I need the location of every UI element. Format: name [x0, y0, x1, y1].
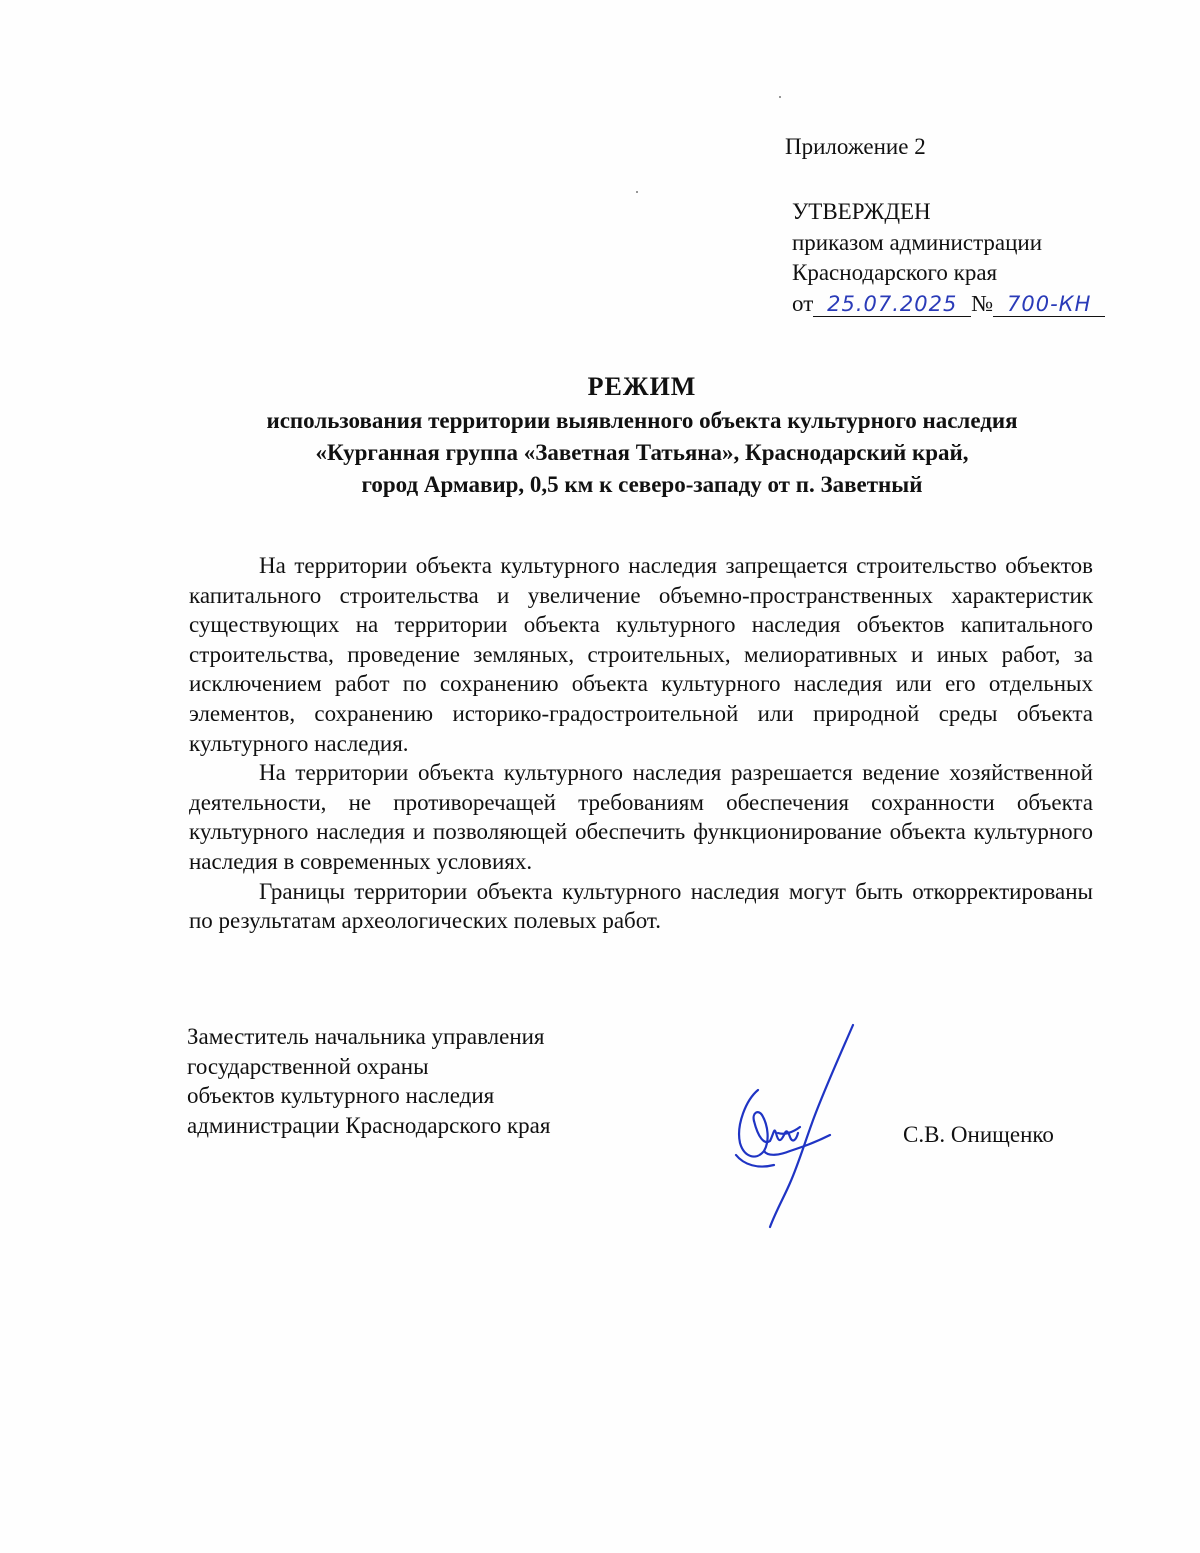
- approved-word: УТВЕРЖДЕН: [792, 199, 931, 224]
- date-prefix: от: [792, 290, 814, 316]
- subtitle-line-3: город Армавир, 0,5 км к северо-западу от п. Заветный: [361, 472, 923, 497]
- scan-speck: [636, 191, 638, 193]
- number-sign: №: [971, 290, 994, 316]
- number-field: [993, 292, 1105, 317]
- paragraph-permissions: На территории объекта культурного наследия разрешается ведение хозяйственной деятельности, не противоречащей требованиям обеспечения сохранности объекта культурного наследия и позволяющей обеспечить функционирование объекта культурного наследия в современных условиях.: [189, 760, 1093, 874]
- order-date-number: [792, 289, 1105, 320]
- paragraph-prohibitions: На территории объекта культурного наследия запрещается строительство объектов капитального строительства и увеличение объемно-пространственных характеристик существующих на территории объекта культурного наследия объектов капитального строительства, проведение земляных, строительных, мелиоративных и иных работ, за исключением работ по сохранению объекта культурного наследия или его отдельных элементов, сохранению историко-градостроительной или природной среды объекта культурного наследия.: [189, 553, 1093, 756]
- document-title: РЕЖИМ: [587, 372, 697, 401]
- document-subtitle: [190, 405, 1094, 501]
- signer-position-line: Заместитель начальника управления: [187, 1024, 545, 1049]
- scan-speck: [779, 96, 781, 98]
- date-field: [813, 292, 971, 317]
- signer-position: [187, 1022, 550, 1140]
- handwritten-date: 25.07.2025: [827, 291, 958, 316]
- subtitle-line-2: «Курганная группа «Заветная Татьяна», Краснодарский край,: [315, 440, 969, 465]
- subtitle-line-1: использования территории выявленного объекта культурного наследия: [266, 408, 1018, 433]
- document-body: [189, 551, 1093, 936]
- approval-block: [792, 197, 1105, 319]
- handwritten-number: 700-КН: [1007, 291, 1092, 316]
- appendix-label: Приложение 2: [785, 134, 926, 159]
- signer-position-line: администрации Краснодарского края: [187, 1112, 551, 1138]
- paragraph-boundaries: Границы территории объекта культурного наследия могут быть откорректированы по результатам археологических полевых работ.: [189, 878, 1093, 934]
- signer-position-line: государственной охраны: [187, 1053, 429, 1079]
- signer-name: С.В. Онищенко: [903, 1122, 1054, 1147]
- signer-position-line: объектов культурного наследия: [187, 1083, 495, 1108]
- handwritten-signature: [718, 1015, 858, 1235]
- approval-line-1: приказом администрации: [792, 229, 1043, 255]
- approval-line-2: Краснодарского края: [792, 260, 998, 285]
